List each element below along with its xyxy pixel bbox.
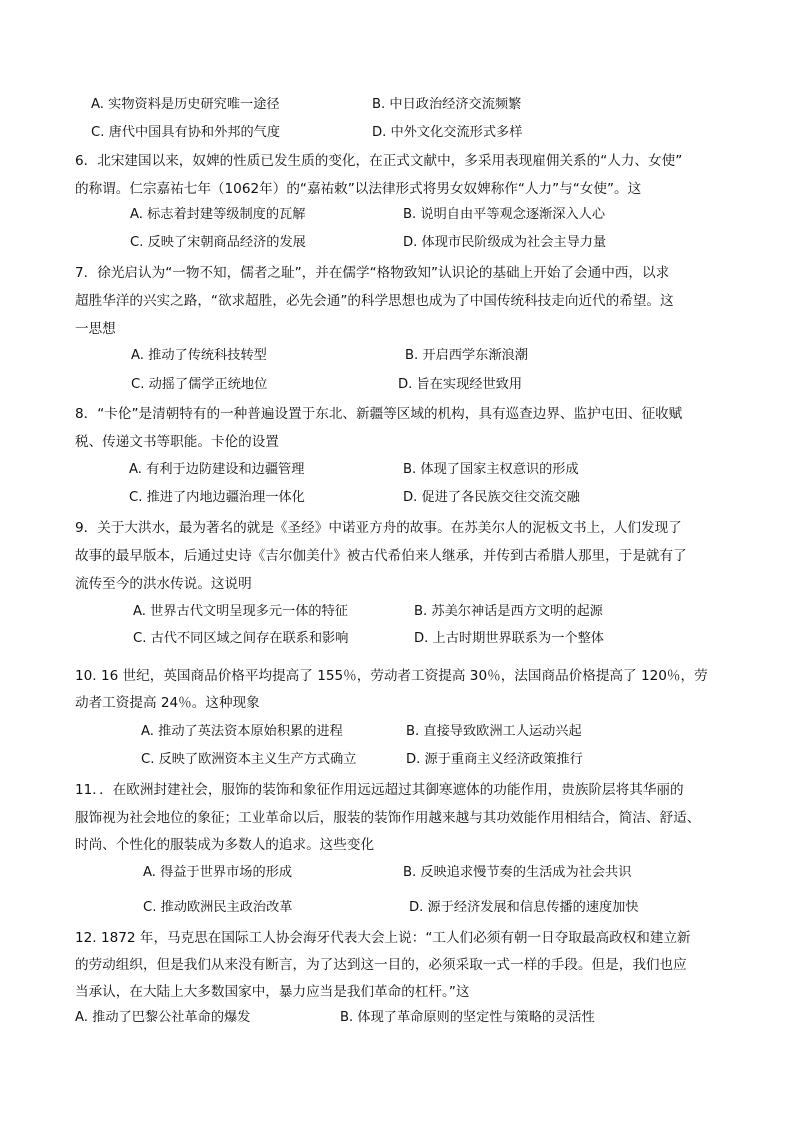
q6-option-b: B. 说明自由平等观念逐渐深入人心 [403, 207, 606, 222]
q7-option-a: A. 推动了传统科技转型 [131, 348, 267, 363]
q8-option-d: D. 促进了各民族交往交流交融 [403, 490, 580, 505]
q8-option-b: B. 体现了国家主权意识的形成 [403, 462, 579, 477]
q11-option-c: C. 推动欧洲民主政治改革 [143, 900, 293, 915]
q6-option-d: D. 体现市民阶级成为社会主导力量 [403, 235, 607, 250]
q10-option-a: A. 推动了英法资本原始积累的进程 [141, 724, 343, 739]
q7-option-d: D. 旨在实现经世致用 [398, 377, 523, 392]
q10-stem-line: 10. 16 世纪，英国商品价格平均提高了 155％，劳动者工资提高 30％，法国商品价格提高了 120％，劳 [75, 668, 708, 684]
q12-stem-line: 的劳动组织，但是我们从来没有断言，为了达到这一目的，必须采取一式一样的手段。但是，我们也应 [75, 957, 687, 973]
q12-option-b: B. 体现了革命原则的坚定性与策略的灵活性 [340, 1010, 595, 1025]
q8-stem-line: 税、传递文书等职能。卡伦的设置 [75, 434, 279, 450]
q6-stem-line: 6．北宋建国以来，奴婢的性质已发生质的变化，在正式文献中，多采用表现雇佣关系的“人力、女使” [75, 153, 683, 169]
q7-stem-line: 超胜华洋的兴实之路，“欲求超胜，必先会通”的科学思想也成为了中国传统科技走向近代的希望。这 [75, 293, 674, 309]
q11-stem-line: 服饰视为社会地位的象征；工业革命以后，服装的装饰作用越来越与其功效能作用相结合，简洁、舒适、 [75, 810, 701, 826]
q5-option-a: A. 实物资料是历史研究唯一途径 [91, 97, 280, 112]
q12-option-a: A. 推动了巴黎公社革命的爆发 [75, 1010, 251, 1025]
q7-stem-line: 一思想 [75, 321, 116, 337]
q11-option-a: A. 得益于世界市场的形成 [143, 865, 293, 880]
q7-stem-line: 7．徐光启认为“一物不知，儒者之耻”，并在儒学“格物致知”认识论的基础上开始了会通中西，以求 [75, 265, 670, 281]
q6-option-a: A. 标志着封建等级制度的瓦解 [130, 207, 306, 222]
q8-stem-line: 8．“卡伦”是清朝特有的一种普遍设置于东北、新疆等区域的机构，具有巡查边界、监护屯田、征收赋 [75, 406, 683, 422]
q12-stem-line: 12. 1872 年，马克思在国际工人协会海牙代表大会上说：“工人们必须有朝一日夺取最高政权和建立新 [75, 930, 691, 946]
q9-stem-line: 故事的最早版本，后通过史诗《吉尔伽美什》被古代希伯来人继承，并传到古希腊人那里，于是就有了 [75, 548, 687, 564]
q5-option-d: D. 中外文化交流形式多样 [372, 125, 523, 140]
q9-stem-line: 9．关于大洪水，最为著名的就是《圣经》中诺亚方舟的故事。在苏美尔人的泥板文书上，人们发现了 [75, 520, 682, 536]
q9-option-b: B. 苏美尔神话是西方文明的起源 [414, 604, 603, 619]
q8-option-a: A. 有利于边防建设和边疆管理 [129, 462, 305, 477]
q9-option-d: D. 上古时期世界联系为一个整体 [414, 631, 604, 646]
q11-option-b: B. 反映追求慢节奏的生活成为社会共识 [403, 865, 632, 880]
q6-option-c: C. 反映了宋朝商品经济的发展 [130, 235, 306, 250]
q7-option-b: B. 开启西学东渐浪潮 [405, 348, 528, 363]
q9-option-a: A. 世界古代文明呈现多元一体的特征 [133, 604, 348, 619]
q11-option-d: D. 源于经济发展和信息传播的速度加快 [409, 900, 639, 915]
q9-option-c: C. 古代不同区域之间存在联系和影响 [133, 631, 349, 646]
q11-stem-line: 时尚、个性化的服装成为多数人的追求。这些变化 [75, 837, 375, 853]
q6-stem-line: 的称谓。仁宗嘉祐七年（1062年）的“嘉祐敕”以法律形式将男女奴婢称作“人力”与“女使”。这 [75, 181, 642, 197]
q5-option-b: B. 中日政治经济交流频繁 [372, 97, 522, 112]
q7-option-c: C. 动摇了儒学正统地位 [131, 377, 268, 392]
q9-stem-line: 流传至今的洪水传说。这说明 [75, 576, 252, 592]
q10-option-c: C. 反映了欧洲资本主义生产方式确立 [141, 752, 357, 767]
q8-option-c: C. 推进了内地边疆治理一体化 [129, 490, 305, 505]
q5-option-c: C. 唐代中国具有协和外邦的气度 [91, 125, 281, 140]
q12-stem-line: 当承认，在大陆上大多数国家中，暴力应当是我们革命的杠杆。”这 [75, 984, 470, 1000]
q10-stem-line: 动者工资提高 24％。这种现象 [75, 695, 260, 711]
q11-stem-line: 11．．在欧洲封建社会，服饰的装饰和象征作用远远超过其御寒遮体的功能作用，贵族阶层将其华丽的 [75, 782, 684, 798]
q10-option-b: B. 直接导致欧洲工人运动兴起 [406, 724, 582, 739]
q10-option-d: D. 源于重商主义经济政策推行 [406, 752, 583, 767]
